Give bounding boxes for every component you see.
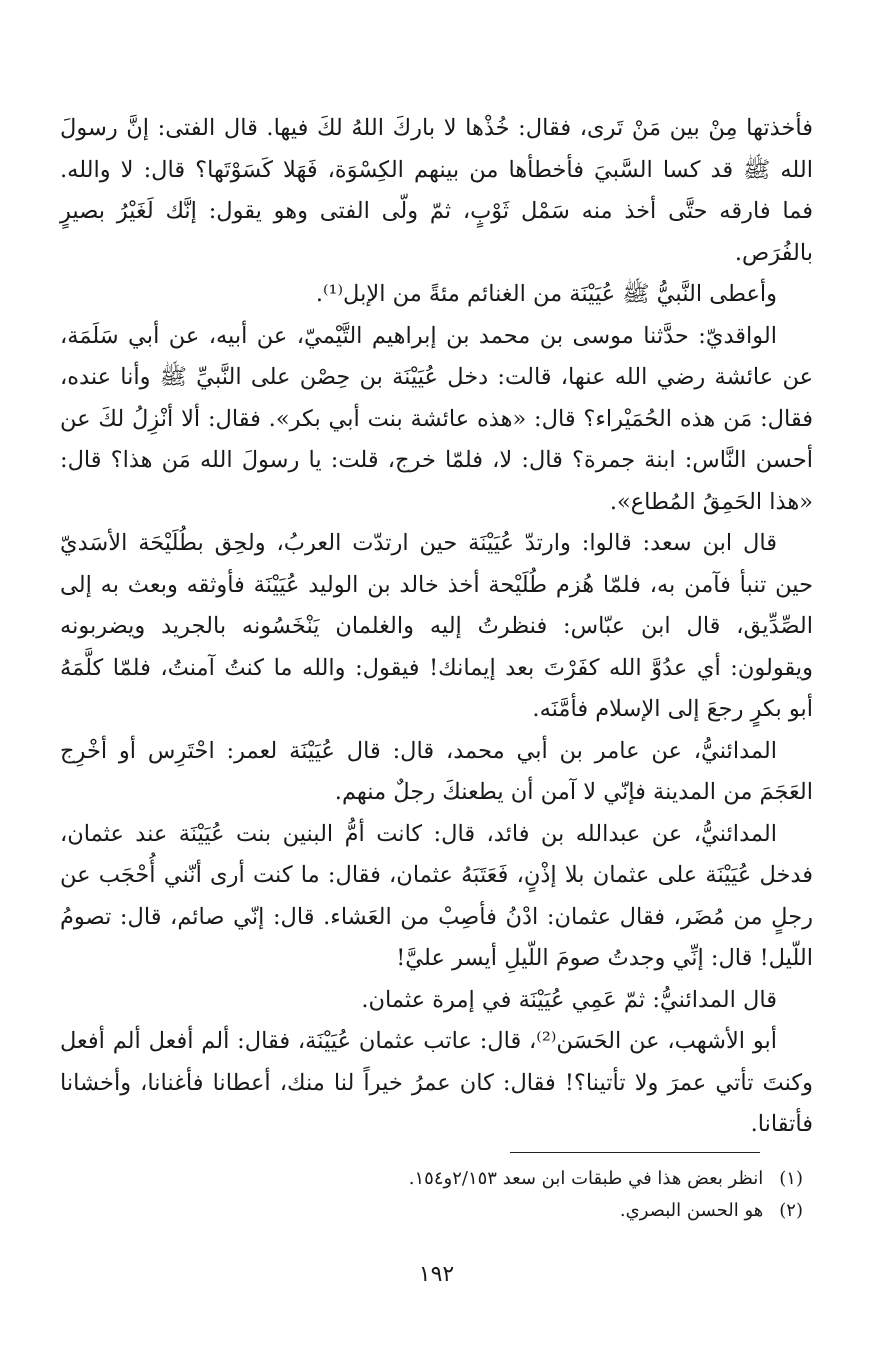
footnotes xyxy=(60,1163,803,1227)
footnote-1 xyxy=(60,1163,803,1195)
footnote-number: (٢) xyxy=(779,1200,803,1221)
footnote-text: هو الحسن البصري. xyxy=(619,1200,764,1221)
paragraph-6: المدائنيُّ، عن عبدالله بن فائد، قال: كانت أمُّ البنين بنت عُيَيْنَة عند عثمان، فدخل عُيَيْنَة على عثمان بلا إذْنٍ، فَعَتَبَهُ عثمان، فقال: ما كنت أرى أنّني أُحْجَب عن رجلٍ من مُضَر، فقال عثمان: ادْنُ فأصِبْ من العَشاء. قال: إنّي صائم، قال: تصومُ اللّيل! قال: إنِّي وجدتُ صومَ اللّيلِ أيسر عليَّ! xyxy=(60,820,813,971)
footnote-text: انظر بعض هذا في طبقات ابن سعد ٢/١٥٣و١٥٤. xyxy=(408,1168,764,1189)
paragraph-5: المدائنيُّ، عن عامر بن أبي محمد، قال: قال عُيَيْنَة لعمر: احْتَرِس أو أخْرِج العَجَمَ من المدينة فإنّي لا آمن أن يطعنكَ رجلٌ منهم. xyxy=(60,737,813,805)
paragraph-2: وأعطى النَّبيُّ ﷺ عُيَيْنَة من الغنائم مئةً من الإبل⁽¹⁾. xyxy=(315,281,777,307)
paragraph-4: قال ابن سعد: قالوا: وارتدّ عُيَيْنَة حين ارتدّت العربُ، ولحِق بطُلَيْحَة الأسَديّ حين تنبأ فآمن به، فلمّا هُزم طُلَيْحة أخذ خالد بن الوليد عُيَيْنَة فأوثقه وبعث به إلى الصِّدِّيق، قال ابن عبّاس: فنظرتُ إليه والغلمان يَنْخَسُونه بالجريد ويضربونه ويقولون: أي عدُوَّ الله كفَرْتَ بعد إيمانك! فيقول: والله ما كنتُ آمنتُ، فلمّا كلَّمَهُ أبو بكرٍ رجعَ إلى الإسلام فأمَّنَه. xyxy=(60,530,813,722)
footnote-number: (١) xyxy=(779,1168,803,1189)
footnote-2 xyxy=(60,1195,803,1227)
paragraph-7: قال المدائنيُّ: ثمّ عَمِي عُيَيْنَة في إمرة عثمان. xyxy=(361,986,777,1013)
footnote-divider xyxy=(510,1152,760,1153)
paragraph-1: فأخذتها مِنْ بين مَنْ تَرى، فقال: خُذْها لا باركَ اللهُ لكَ فيها. قال الفتى: إنَّ رسولَ الله ﷺ قد كسا السَّبيَ فأخطأها من بينهم الكِسْوَة، فَهَلا كَسَوْتَها؟ قال: لا والله. فما فارقه حتَّى أخذ منه سَمْل ثَوْبٍ، ثمّ ولّى الفتى وهو يقول: إنَّك لَغَيْرُ بصيرٍ بالفُرَص. xyxy=(60,115,813,266)
page-number: ١٩٢ xyxy=(418,1262,455,1287)
paragraph-3: الواقديّ: حدَّثنا موسى بن محمد بن إبراهيم التَّيْميّ، عن أبيه، عن أبي سَلَمَة، عن عائشة رضي الله عنها، قالت: دخل عُيَيْنَة بن حِصْن على النَّبيِّ ﷺ وأنا عنده، فقال: مَن هذه الحُمَيْراء؟ قال: «هذه عائشة بنت أبي بكر». فقال: ألا أنْزِلُ لكَ عن أحسن النَّاس: ابنة جمرة؟ قال: لا، فلمّا خرج، قلت: يا رسولَ الله مَن هذا؟ قال: «هذا الحَمِقُ المُطاع». xyxy=(60,322,813,515)
main-text xyxy=(60,108,813,1146)
paragraph-8: أبو الأشهب، عن الحَسَن⁽²⁾، قال: عاتب عثمان عُيَيْنَة، فقال: ألم أفعل ألم أفعل وكنتَ تأتي عمرَ ولا تأتينا؟! فقال: كان عمرُ خيراً لنا منك، أعطانا فأغنانا، وأخشانا فأتقانا. xyxy=(60,1028,813,1137)
